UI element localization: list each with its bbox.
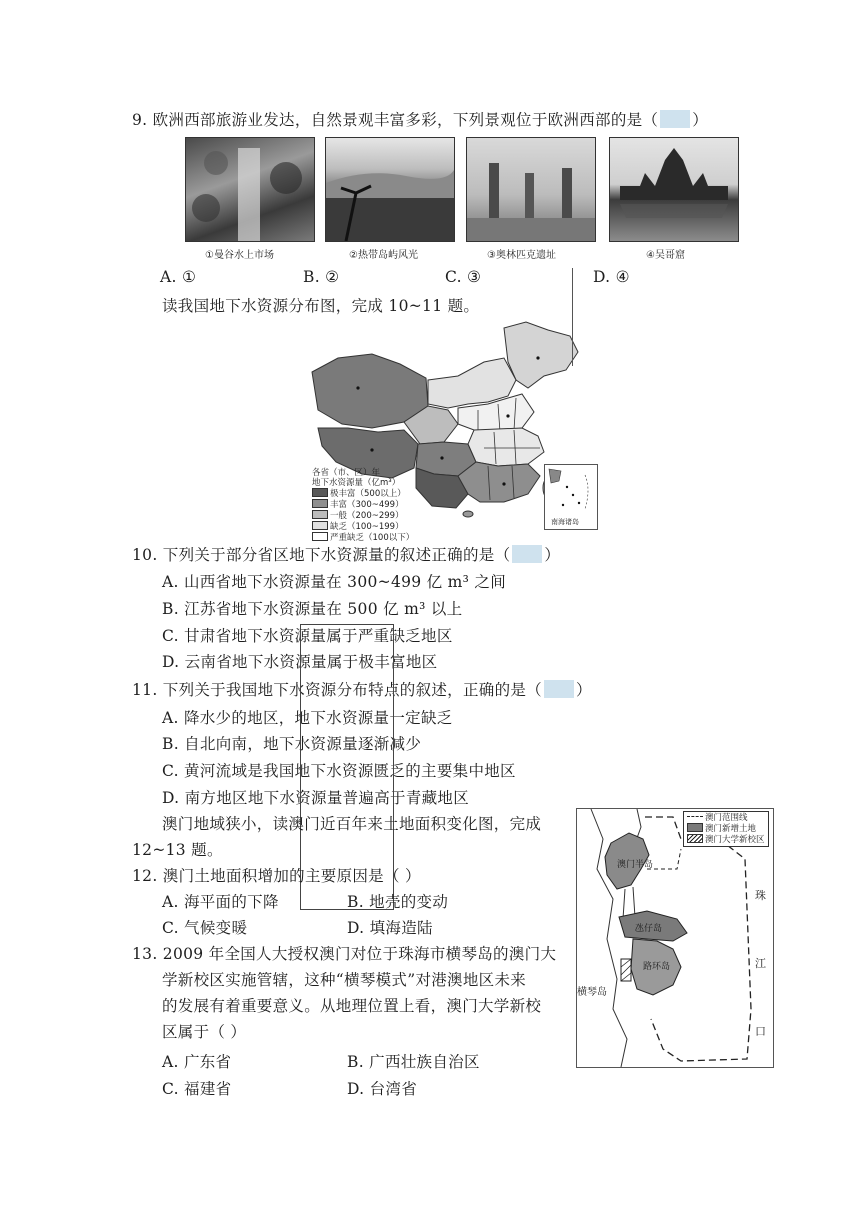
- legend-row-1: 极丰富（500以上）: [312, 488, 414, 499]
- q13-line3: 的发展有着重要意义。从地理位置上看，澳门大学新校: [162, 997, 542, 1015]
- caption-3: ③奥林匹克遗址: [487, 250, 556, 261]
- caption-2: ②热带岛屿风光: [349, 250, 418, 261]
- macau-land-map: [576, 808, 774, 1068]
- label-zhu: 珠: [755, 889, 766, 902]
- legend-row-4: 缺乏（100~199）: [312, 521, 414, 532]
- china-map-legend: [312, 468, 414, 543]
- label-kou: 口: [755, 1025, 766, 1038]
- q9-option-d[interactable]: D. ④: [593, 268, 630, 286]
- caption-1: ①曼谷水上市场: [205, 250, 274, 261]
- macau-map-legend: [683, 811, 769, 847]
- q11-option-c[interactable]: C. 黄河流域是我国地下水资源匮乏的主要集中地区: [162, 762, 516, 780]
- label-hengqin: 横琴岛: [577, 987, 607, 998]
- intro-12-13-line2: 12~13 题。: [132, 841, 223, 859]
- q10-option-c[interactable]: C. 甘肃省地下水资源量属于严重缺乏地区: [162, 627, 453, 645]
- angkor-wat-image: [610, 138, 738, 241]
- south-china-sea-inset: [544, 464, 598, 530]
- macau-map-svg: [577, 809, 773, 1067]
- q11-option-a[interactable]: A. 降水少的地区，地下水资源量一定缺乏: [162, 709, 453, 727]
- q11-option-b[interactable]: B. 自北向南，地下水资源量逐渐减少: [162, 735, 422, 753]
- scan-line: [572, 268, 573, 366]
- q11-option-d[interactable]: D. 南方地区地下水资源量普遍高于青藏地区: [162, 789, 470, 807]
- legend-title-2: 地下水资源量（亿m³）: [312, 478, 401, 488]
- tropical-island-image: [326, 138, 454, 241]
- q10-close-paren: ）: [544, 546, 561, 564]
- q10-stem-text: 10. 下列关于部分省区地下水资源量的叙述正确的是（: [132, 546, 511, 564]
- caption-4: ④吴哥窟: [646, 250, 685, 261]
- q12-option-b[interactable]: B. 地壳的变动: [347, 893, 449, 911]
- legend-row-2: 丰富（300~499）: [312, 499, 414, 510]
- q12-option-d[interactable]: D. 填海造陆: [347, 919, 433, 937]
- q9-stem-text: 9. 欧洲西部旅游业发达，自然景观丰富多彩，下列景观位于欧洲西部的是（: [132, 111, 659, 129]
- label-taipa: 氹仔岛: [635, 924, 663, 934]
- legend-row-3: 一般（200~299）: [312, 510, 414, 521]
- bangkok-market-photo: [185, 137, 315, 242]
- olympia-ruins-image: [467, 138, 595, 241]
- q13-option-c[interactable]: C. 福建省: [162, 1080, 232, 1098]
- q10-stem: [132, 543, 560, 565]
- q11-close-paren: ）: [575, 681, 592, 699]
- q9-option-a[interactable]: A. ①: [160, 268, 197, 286]
- macau-legend-row-1: 澳门范围线: [687, 813, 765, 823]
- q13-option-a[interactable]: A. 广东省: [162, 1053, 232, 1071]
- q9-option-b[interactable]: B. ②: [303, 268, 340, 286]
- label-macau-peninsula: 澳门半岛: [617, 860, 654, 870]
- q10-option-a[interactable]: A. 山西省地下水资源量在 300~499 亿 m³ 之间: [162, 573, 507, 591]
- label-jiang: 江: [755, 957, 766, 970]
- olympia-ruins-photo: [466, 137, 596, 242]
- q12-option-a[interactable]: A. 海平面的下降: [162, 893, 279, 911]
- intro-12-13-line1: 澳门地域狭小，读澳门近百年来土地面积变化图，完成: [162, 815, 542, 833]
- q10-option-b[interactable]: B. 江苏省地下水资源量在 500 亿 m³ 以上: [162, 600, 463, 618]
- q13-option-b[interactable]: B. 广西壮族自治区: [347, 1053, 480, 1071]
- macau-legend-row-2: 澳门新增土地: [687, 823, 765, 834]
- q13-line1: 13. 2009 年全国人大授权澳门对位于珠海市横琴岛的澳门大: [132, 945, 557, 963]
- angkor-wat-photo: [609, 137, 739, 242]
- q9-close-paren: ）: [692, 111, 709, 129]
- q12-stem: 12. 澳门土地面积增加的主要原因是（ ）: [132, 867, 421, 885]
- inset-label: 南海诸岛: [551, 518, 579, 526]
- q12-option-c[interactable]: C. 气候变暖: [162, 919, 248, 937]
- q9-stem: [132, 108, 708, 130]
- q9-option-c[interactable]: C. ③: [445, 268, 482, 286]
- bangkok-market-image: [186, 138, 314, 241]
- label-coloane: 路环岛: [643, 962, 671, 972]
- q11-answer-box[interactable]: [544, 680, 574, 698]
- macau-legend-row-3: 澳门大学新校区: [687, 834, 765, 845]
- q13-line4: 区属于（ ）: [162, 1023, 247, 1041]
- q9-answer-box[interactable]: [660, 110, 690, 128]
- intro-10-11: 读我国地下水资源分布图，完成 10~11 题。: [162, 297, 480, 315]
- china-groundwater-map: [308, 318, 600, 543]
- tropical-island-photo: [325, 137, 455, 242]
- q10-option-d[interactable]: D. 云南省地下水资源量属于极丰富地区: [162, 653, 438, 671]
- q11-stem-text: 11. 下列关于我国地下水资源分布特点的叙述，正确的是（: [132, 681, 542, 699]
- q13-option-d[interactable]: D. 台湾省: [347, 1080, 418, 1098]
- legend-title-1: 各省（市、区）年: [312, 468, 381, 478]
- q10-answer-box[interactable]: [512, 545, 542, 563]
- q13-line2: 学新校区实施管辖，这种“横琴模式”对港澳地区未来: [162, 971, 527, 989]
- inset-islands: [545, 465, 597, 519]
- legend-row-5: 严重缺乏（100以下）: [312, 532, 414, 543]
